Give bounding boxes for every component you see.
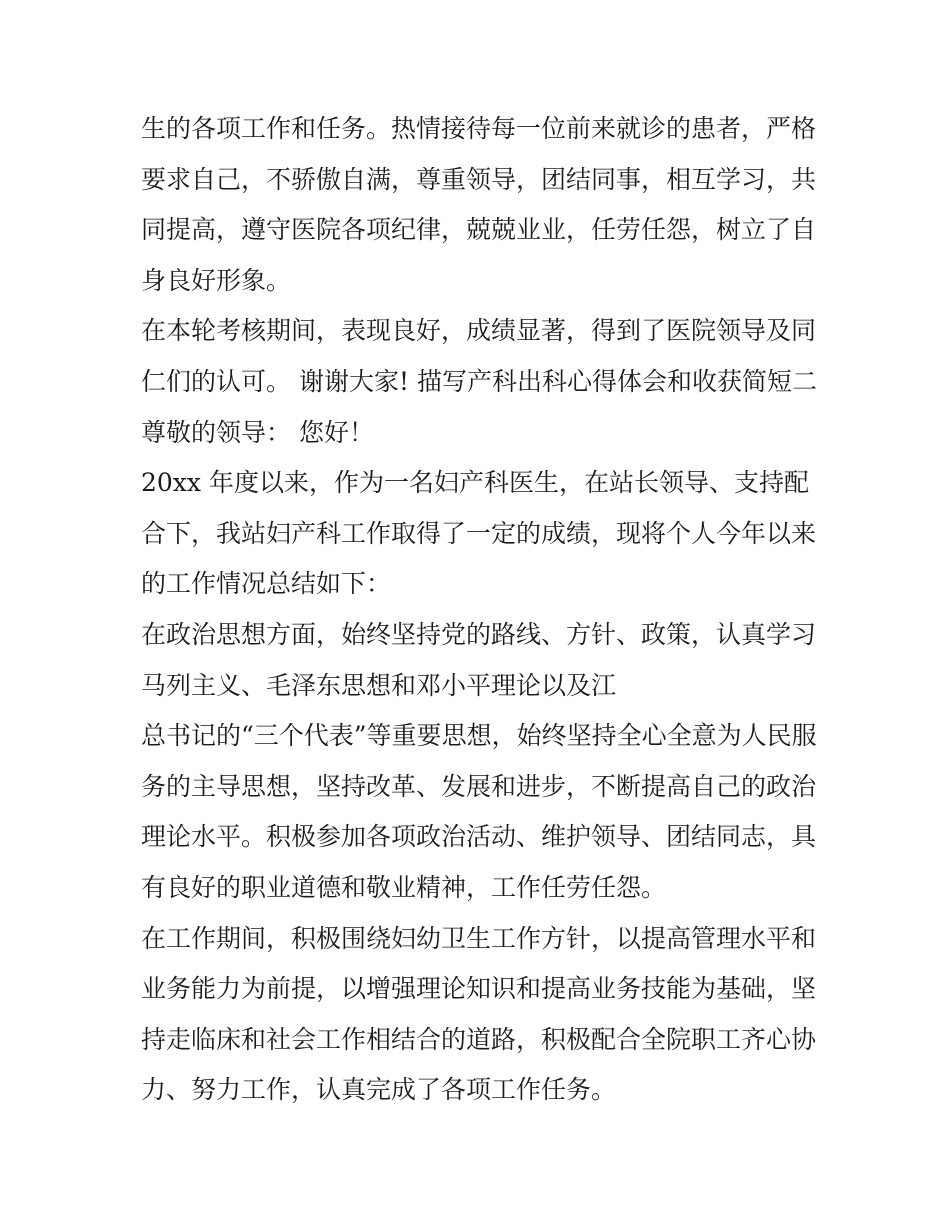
text-line: 总书记的“三个代表”等重要思想，始终坚持全心全意为人民服 <box>141 721 817 751</box>
text-line: 力、努力工作，认真完成了各项工作任务。 <box>141 1075 617 1105</box>
text-line: 要求自己，不骄傲自满，尊重领导，团结同事，相互学习，共 <box>141 164 817 194</box>
text-line: 理论水平。积极参加各项政治活动、维护领导、团结同志，具 <box>141 822 817 852</box>
text-line: 20xx 年度以来，作为一名妇产科医生，在站长领导、支持配 <box>141 468 809 498</box>
text-line: 生的各项工作和任务。热情接待每一位前来就诊的患者，严格 <box>141 114 817 143</box>
text-line: 仁们的认可。 谢谢大家! 描写产科出科心得体会和收获简短二 <box>141 366 817 396</box>
text-line: 同提高，遵守医院各项纪律，兢兢业业，任劳任怨，树立了自 <box>141 215 817 245</box>
text-line: 在政治思想方面，始终坚持党的路线、方针、政策，认真学习 <box>141 619 817 649</box>
text-line: 持走临床和社会工作相结合的道路，积极配合全院职工齐心协 <box>141 1024 817 1054</box>
text-line: 业务能力为前提，以增强理论知识和提高业务技能为基础，坚 <box>141 974 817 1004</box>
text-line: 在工作期间，积极围绕妇幼卫生工作方针，以提高管理水平和 <box>141 923 817 953</box>
text-line: 身良好形象。 <box>141 265 292 295</box>
text-line: 在本轮考核期间，表现良好，成绩显著，得到了医院领导及同 <box>141 316 817 346</box>
text-line: 有良好的职业道德和敬业精神，工作任劳任怨。 <box>141 872 667 902</box>
text-line: 合下，我站妇产科工作取得了一定的成绩，现将个人今年以来 <box>141 518 817 548</box>
text-line: 马列主义、毛泽东思想和邓小平理论以及江 <box>141 670 617 700</box>
text-line: 尊敬的领导： 您好！ <box>141 417 374 447</box>
document-body <box>141 104 821 1116</box>
text-line: 务的主导思想，坚持改革、发展和进步，不断提高自己的政治 <box>141 771 817 801</box>
text-line: 的工作情况总结如下： <box>141 569 392 599</box>
